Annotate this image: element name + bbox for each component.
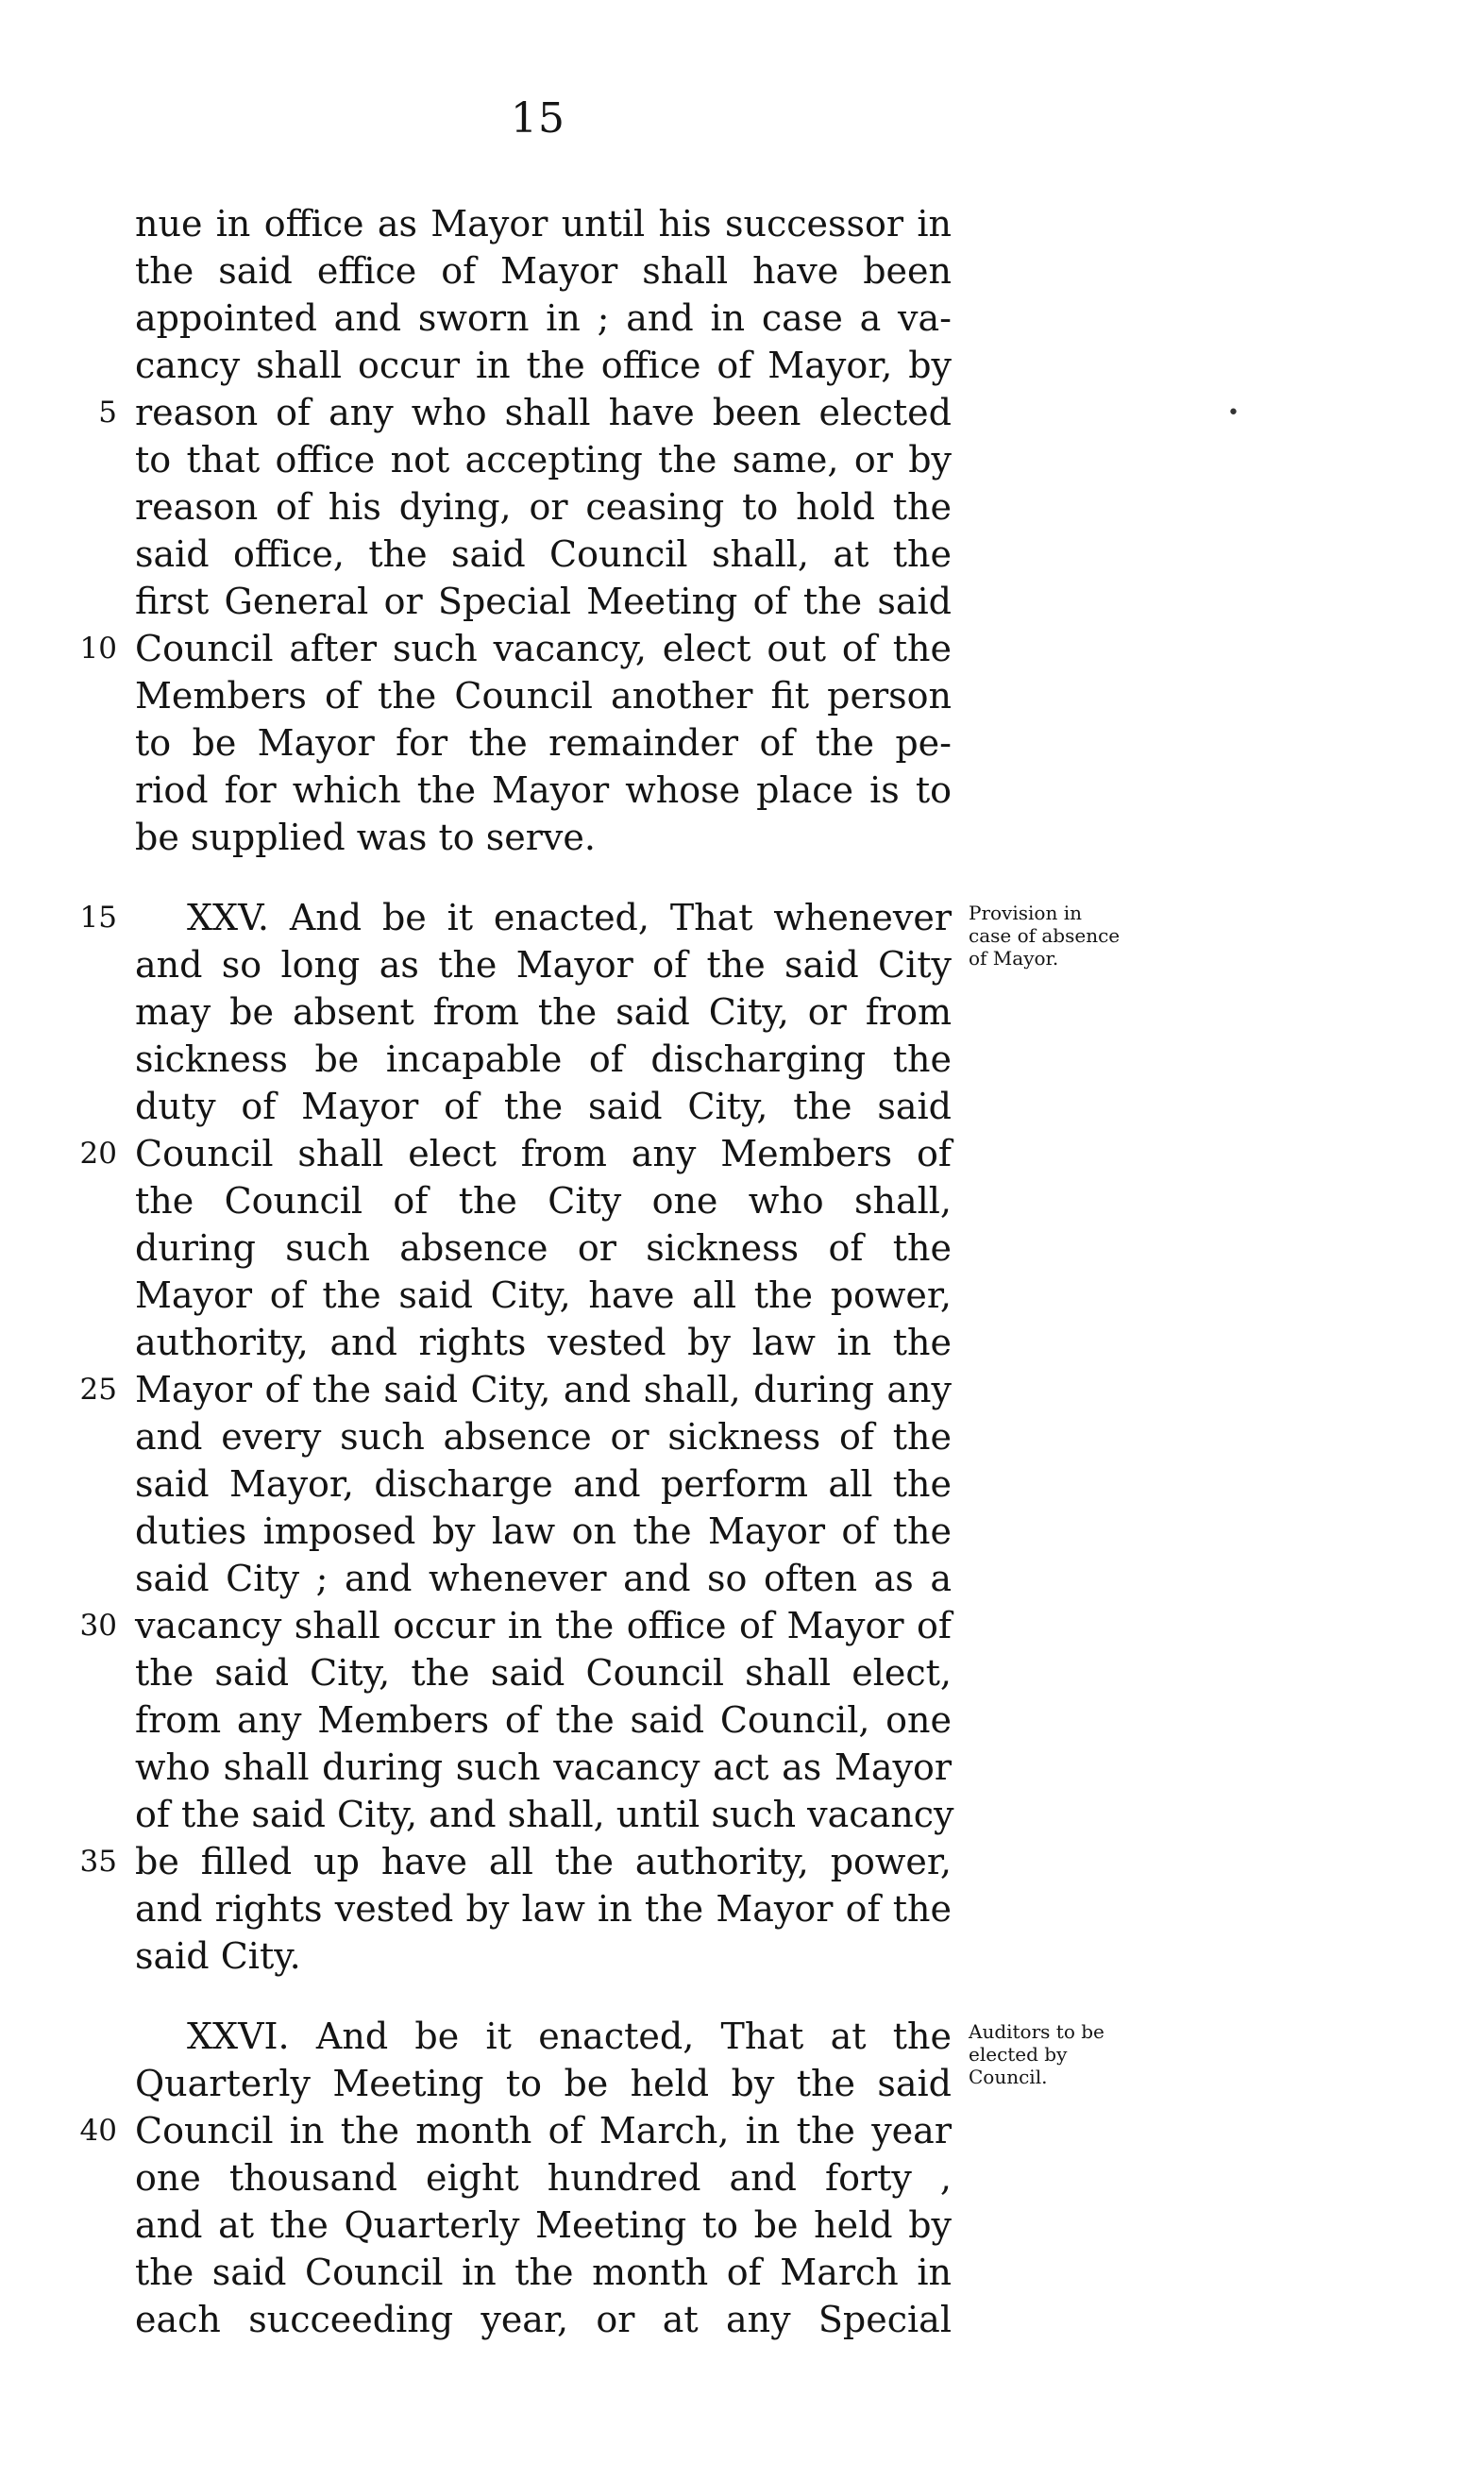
body-line: during such absence or sickness of the — [135, 1227, 952, 1269]
body-line: said City ; and whenever and so often as a — [135, 1558, 952, 1599]
body-line: said City. — [135, 1935, 301, 1977]
line-number: 35 — [79, 1845, 117, 1879]
margin-note-line: Provision in — [969, 902, 1082, 924]
body-line: from any Members of the said Council, one — [135, 1699, 952, 1741]
body-line: reason of his dying, or ceasing to hold the — [135, 486, 952, 528]
body-line: be supplied was to serve. — [135, 817, 596, 858]
line-number: 25 — [79, 1373, 117, 1407]
body-line: said office, the said Council shall, at the — [135, 533, 952, 575]
body-line: reason of any who shall have been elected — [135, 392, 952, 433]
margin-note-line: of Mayor. — [969, 947, 1059, 970]
body-line: and rights vested by law in the Mayor of the — [135, 1888, 952, 1930]
margin-note-line: case of absence — [969, 924, 1121, 947]
line-number: 40 — [79, 2114, 117, 2148]
body-line: who shall during such vacancy act as Mayor — [135, 1746, 952, 1788]
body-line: vacancy shall occur in the office of Mayor of — [135, 1605, 952, 1646]
body-line: to be Mayor for the remainder of the pe- — [135, 722, 952, 764]
body-line: Quarterly Meeting to be held by the said — [135, 2063, 952, 2104]
body-line: be filled up have all the authority, power, — [135, 1841, 952, 1882]
margin-note-auditors — [969, 2020, 1105, 2088]
body-line: one thousand eight hundred and forty , — [135, 2157, 952, 2199]
page-number: 15 — [511, 94, 565, 143]
body-line: the Council of the City one who shall, — [135, 1180, 952, 1222]
body-line: cancy shall occur in the office of Mayor, by — [135, 345, 952, 386]
print-speck-mark: • — [1227, 401, 1239, 425]
body-line: Members of the Council another fit person — [135, 675, 952, 717]
body-line: and every such absence or sickness of the — [135, 1416, 952, 1458]
body-line: each succeeding year, or at any Special — [135, 2299, 952, 2340]
body-line: Council shall elect from any Members of — [135, 1133, 952, 1174]
body-line: and at the Quarterly Meeting to be held by — [135, 2204, 952, 2246]
body-line: appointed and sworn in ; and in case a va- — [135, 297, 952, 339]
body-line: Council after such vacancy, elect out of the — [135, 628, 952, 669]
body-line: authority, and rights vested by law in the — [135, 1322, 952, 1363]
margin-note-line: Council. — [969, 2066, 1048, 2088]
body-line: to that office not accepting the same, or by — [135, 439, 952, 481]
body-line: duty of Mayor of the said City, the said — [135, 1086, 952, 1127]
line-number: 30 — [79, 1609, 117, 1643]
body-line: may be absent from the said City, or from — [135, 991, 952, 1033]
body-line: the said City, the said Council shall elect, — [135, 1652, 952, 1694]
body-line: said Mayor, discharge and perform all the — [135, 1463, 952, 1505]
margin-note-provision — [969, 902, 1120, 970]
body-line: Council in the month of March, in the year — [135, 2110, 952, 2151]
line-number: 10 — [79, 632, 117, 666]
line-number: 5 — [98, 396, 117, 430]
line-number: 15 — [79, 901, 117, 935]
section-heading-line: XXV. And be it enacted, That whenever — [187, 897, 952, 938]
margin-note-line: Auditors to be — [969, 2020, 1105, 2043]
body-line: sickness be incapable of discharging the — [135, 1038, 952, 1080]
body-line: nue in office as Mayor until his successor in — [135, 203, 952, 245]
body-line: the said Council in the month of March in — [135, 2252, 952, 2293]
body-line: and so long as the Mayor of the said City — [135, 944, 952, 986]
body-line: of the said City, and shall, until such vacancy — [135, 1794, 954, 1835]
section-heading-line: XXVI. And be it enacted, That at the — [187, 2016, 952, 2057]
body-line: the said effice of Mayor shall have been — [135, 250, 952, 292]
margin-note-line: elected by — [969, 2043, 1068, 2066]
body-line: duties imposed by law on the Mayor of the — [135, 1510, 952, 1552]
body-line: Mayor of the said City, have all the power, — [135, 1274, 952, 1316]
body-line: first General or Special Meeting of the said — [135, 581, 952, 622]
line-number: 20 — [79, 1137, 117, 1171]
body-line: Mayor of the said City, and shall, during any — [135, 1369, 952, 1410]
body-line: riod for which the Mayor whose place is to — [135, 769, 952, 811]
